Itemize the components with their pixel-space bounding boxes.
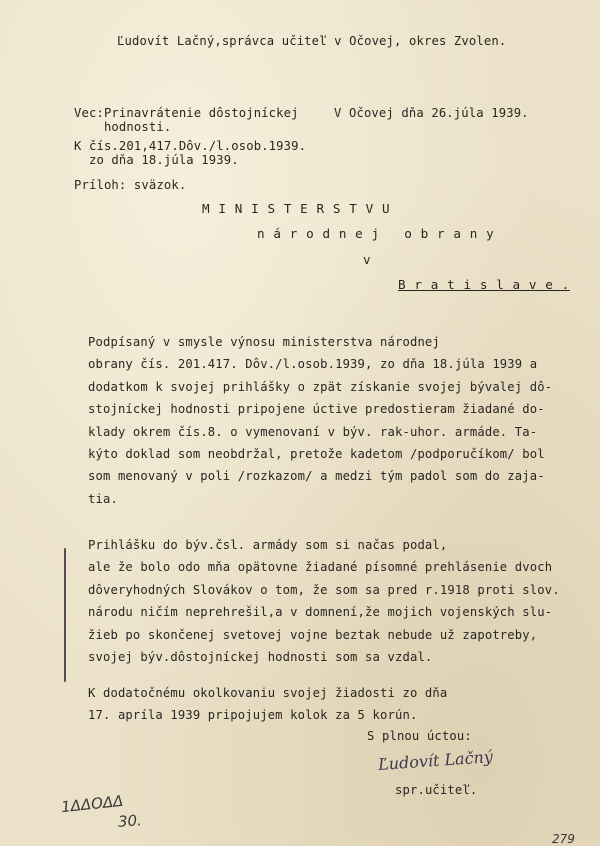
subject-line: Vec:Prinavrátenie dôstojníckej [74, 106, 299, 120]
place-and-date: V Očovej dňa 26.júla 1939. [334, 106, 529, 120]
paragraph-line: dôveryhodných Slovákov o tom, že som sa pred r.1918 proti slov. [88, 582, 560, 597]
reference-block [74, 139, 306, 167]
paragraph-line: K dodatočnému okolkovaniu svojej žiadosti zo dňa [88, 686, 448, 700]
addressee-city-text: B r a t i s l a v e . [398, 277, 570, 292]
body-paragraph-1 [88, 331, 552, 510]
paragraph-line: klady okrem čís.8. o vymenovaní v býv. rak-uhor. armáde. Ta- [88, 424, 538, 439]
page-number-note: 279 [552, 832, 575, 846]
reference-line: K čís.201,417.Dôv./l.osob.1939. [74, 139, 307, 153]
pencil-annotation: 1ΔΔΟΔΔ [60, 791, 125, 817]
subject-line: hodnosti. [74, 120, 172, 134]
pencil-annotation-number: 30. [117, 811, 143, 831]
paragraph-line: ale že bolo odo mňa opätovne žiadané písomné prehlásenie dvoch [88, 560, 553, 575]
signer-title: spr.učiteľ. [395, 783, 478, 797]
addressee-preposition: v [363, 252, 372, 267]
closing-salutation: S plnou úctou: [367, 729, 472, 743]
subject-block [74, 106, 299, 134]
paragraph-line: obrany čís. 201.417. Dôv./l.osob.1939, zo dňa 18.júla 1939 a [88, 357, 538, 372]
handwritten-signature: Ľudovít Lačný [377, 747, 494, 774]
paragraph-line: 17. apríla 1939 pripojujem kolok za 5 korún. [88, 708, 418, 723]
paragraph-line: Prihlášku do býv.čsl. armády som si načas podal, [88, 538, 448, 552]
addressee-city [398, 278, 570, 292]
body-paragraph-2 [88, 534, 560, 668]
paragraph-line: tia. [88, 491, 118, 506]
paragraph-line: stojníckej hodnosti pripojene úctive predostieram žiadané do- [88, 402, 545, 417]
paragraph-line: dodatkom k svojej prihlášky o zpät získanie svojej bývalej dô- [88, 379, 553, 394]
paragraph-line: svojej býv.dôstojníckej hodnosti som sa vzdal. [88, 650, 433, 665]
paragraph-line: kýto doklad som neobdržal, pretože kadetom /podporučíkom/ bol [88, 447, 545, 462]
margin-pen-mark [64, 548, 66, 682]
paragraph-line: som menovaný v poli /rozkazom/ a medzi tým padol som do zaja- [88, 469, 545, 484]
paragraph-line: národu ničím neprehrešil,a v domnení,že mojich vojenských slu- [88, 605, 553, 620]
letterhead: Ľudovít Lačný,správca učiteľ v Očovej, okres Zvolen. [117, 34, 507, 48]
paragraph-line: žieb po skončenej svetovej vojne beztak nebude už zapotreby, [88, 627, 538, 642]
attachments-line: Príloh: sväzok. [74, 178, 187, 192]
reference-line: zo dňa 18.júla 1939. [74, 153, 239, 167]
addressee-ministry: M I N I S T E R S T V U [202, 201, 391, 216]
addressee-department: n á r o d n e j o b r a n y [257, 226, 495, 241]
paragraph-line: Podpísaný v smysle výnosu ministerstva národnej [88, 335, 440, 349]
body-paragraph-3 [88, 682, 447, 727]
